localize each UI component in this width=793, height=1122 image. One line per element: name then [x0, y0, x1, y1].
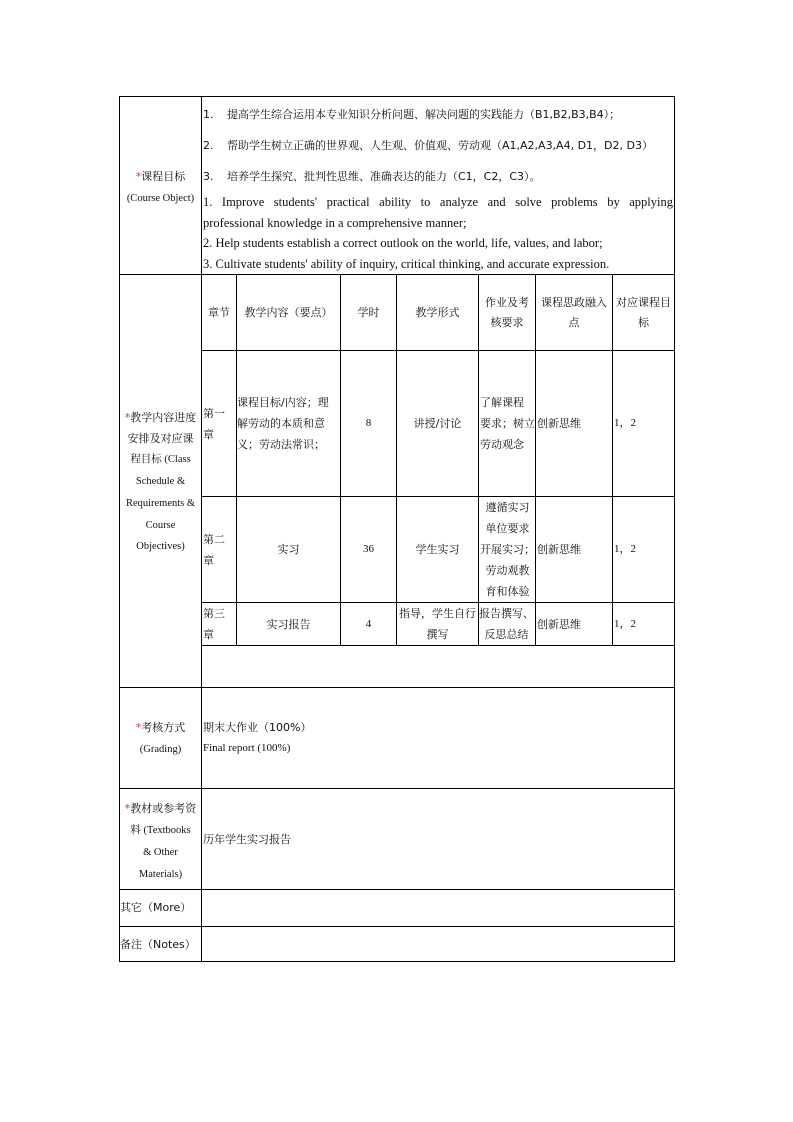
table-row-2-ideology: 创新思维 [537, 543, 581, 556]
materials-label-line: Materials) [138, 869, 183, 880]
table-border [674, 96, 675, 962]
schedule-label-line: 程目标 (Class [130, 454, 191, 466]
grading-value-zh: 期末大作业（100%） [203, 721, 312, 734]
table-border [201, 96, 202, 962]
homework-line: 劳动观念 [480, 438, 524, 451]
required-mark: * [124, 411, 131, 424]
more-label: 其它（More） [120, 901, 192, 914]
table-border [201, 645, 675, 646]
header-homework-line: 核要求 [490, 315, 524, 329]
table-border [119, 889, 675, 890]
homework-line: 报告撰写、 [479, 607, 534, 620]
header-content: 教学内容（要点） [244, 305, 333, 319]
course-goal-item-text: 提高学生综合运用本专业知识分析问题、解决问题的实践能力（B1,B2,B3,B4）； [227, 108, 621, 121]
course-goal-label-zh: 课程目标 [141, 170, 186, 183]
course-goal-item [203, 137, 653, 153]
content-line: 义；劳动法常识； [237, 438, 325, 451]
table-row-1-chapter [203, 351, 236, 496]
homework-line: 劳动观教 [485, 564, 530, 577]
chapter-line: 第二 [203, 532, 225, 546]
chapter-line: 第三 [203, 607, 225, 620]
table-row-1-hours: 8 [365, 417, 372, 429]
course-goal-item-num: 3. [203, 170, 214, 183]
table-border [119, 788, 675, 789]
schedule-label-line: Requirements & [125, 497, 196, 509]
table-row-3-form [397, 603, 478, 645]
header-homework [479, 275, 535, 350]
table-row-3-content: 实习报告 [266, 617, 311, 631]
table-row-2-objective: 1，2 [614, 543, 636, 555]
table-row-3-hours: 4 [365, 617, 372, 630]
grading-label [120, 717, 201, 760]
header-chapter: 章节 [208, 305, 230, 319]
materials-label-line: 教材或参考资 [130, 802, 197, 815]
course-goal-item-text: 帮助学生树立正确的世界观、人生观、价值观、劳动观（A1,A2,A3,A4, D1，D2, D3） [227, 139, 653, 152]
table-row-3-homework [479, 603, 535, 645]
header-form: 教学形式 [415, 305, 460, 319]
form-line: 指导，学生自行 [399, 607, 476, 620]
course-goal-en-line: 3. Cultivate students' ability of inquiry, critical thinking, and accurate expression. [203, 256, 610, 271]
table-border [119, 687, 675, 688]
homework-line: 反思总结 [484, 628, 529, 641]
materials-label-line: & Other [143, 847, 178, 858]
homework-line: 了解课程 [480, 396, 524, 409]
table-row-1-homework [480, 351, 535, 496]
header-ideology [536, 275, 612, 350]
course-goal-label-en: (Course Object) [126, 193, 195, 204]
course-goal-item [203, 106, 620, 122]
header-ideology-line: 点 [568, 315, 580, 329]
table-row-1-ideology: 创新思维 [537, 417, 581, 430]
table-row-3-chapter [203, 603, 236, 645]
grading-label-en: (Grading) [139, 744, 182, 755]
course-goal-item [203, 168, 541, 184]
homework-line: 遵循实习 [485, 501, 530, 514]
schedule-label [120, 408, 201, 558]
header-homework-line: 作业及考 [485, 295, 529, 309]
schedule-label-line: Schedule & [135, 476, 186, 488]
table-border [119, 96, 675, 97]
required-mark: * [135, 170, 142, 183]
header-objective-line: 标 [638, 315, 649, 329]
required-mark: * [135, 721, 142, 734]
schedule-label-line: 安排及对应课 [127, 431, 194, 445]
notes-label: 备注（Notes） [120, 938, 196, 951]
course-syllabus-table [119, 96, 675, 962]
table-row-3-objective: 1，2 [614, 617, 636, 630]
chapter-line: 章 [203, 628, 214, 641]
chapter-line: 章 [203, 427, 214, 441]
materials-label [120, 798, 201, 885]
header-ideology-line: 课程思政融入 [541, 295, 607, 309]
grading-value-en: Final report (100%) [203, 742, 291, 754]
course-goal-item-text: 培养学生探究、批判性思维、准确表达的能力（C1，C2，C3）。 [227, 170, 541, 183]
table-row-2-chapter [203, 497, 236, 602]
course-goal-item-num: 2. [203, 139, 214, 152]
table-row-2-form: 学生实习 [415, 543, 460, 556]
homework-line: 要求；树立 [480, 417, 535, 430]
grading-label-zh: 考核方式 [141, 721, 186, 734]
grading-value [203, 717, 673, 759]
table-border [119, 961, 675, 962]
course-goal-en-line: 2. Help students establish a correct outlook on the world, life, values, and labor; [203, 236, 603, 250]
table-row-2-hours: 36 [363, 543, 374, 555]
course-goal-item-num: 1. [203, 108, 214, 121]
required-mark: * [124, 802, 131, 815]
materials-label-line: 料 (Textbooks [130, 825, 191, 836]
table-row-3-ideology: 创新思维 [537, 617, 581, 631]
table-row-2-content: 实习 [277, 543, 300, 556]
homework-line: 开展实习； [480, 543, 535, 556]
content-line: 课程目标/内容；理 [237, 396, 329, 409]
schedule-label-line: Objectives) [136, 541, 185, 553]
table-row-1-form: 讲授/讨论 [413, 417, 462, 430]
table-row-1-content [237, 351, 340, 496]
homework-line: 育和体验 [485, 585, 530, 598]
chapter-line: 章 [203, 553, 214, 567]
schedule-label-line: 教学内容进度 [130, 411, 197, 424]
schedule-label-line: Course [145, 519, 176, 531]
header-hours: 学时 [357, 305, 380, 319]
materials-value: 历年学生实习报告 [203, 833, 291, 846]
course-goal-en-line: professional knowledge in a comprehensive manner; [203, 215, 467, 230]
header-objective-line: 对应课程目 [616, 295, 671, 309]
course-goal-label [120, 166, 201, 209]
chapter-line: 第一 [203, 406, 225, 420]
course-goal-english [203, 192, 673, 274]
header-objective [613, 275, 674, 350]
table-border [119, 926, 675, 927]
content-line: 解劳动的本质和意 [237, 417, 325, 430]
homework-line: 单位要求 [485, 522, 530, 535]
form-line: 撰写 [426, 628, 449, 641]
table-row-1-objective: 1，2 [614, 417, 636, 429]
table-row-2-homework [480, 497, 535, 602]
course-goal-en-line: 1. Improve students' practical ability to analyze and solve problems by applying [203, 195, 673, 209]
